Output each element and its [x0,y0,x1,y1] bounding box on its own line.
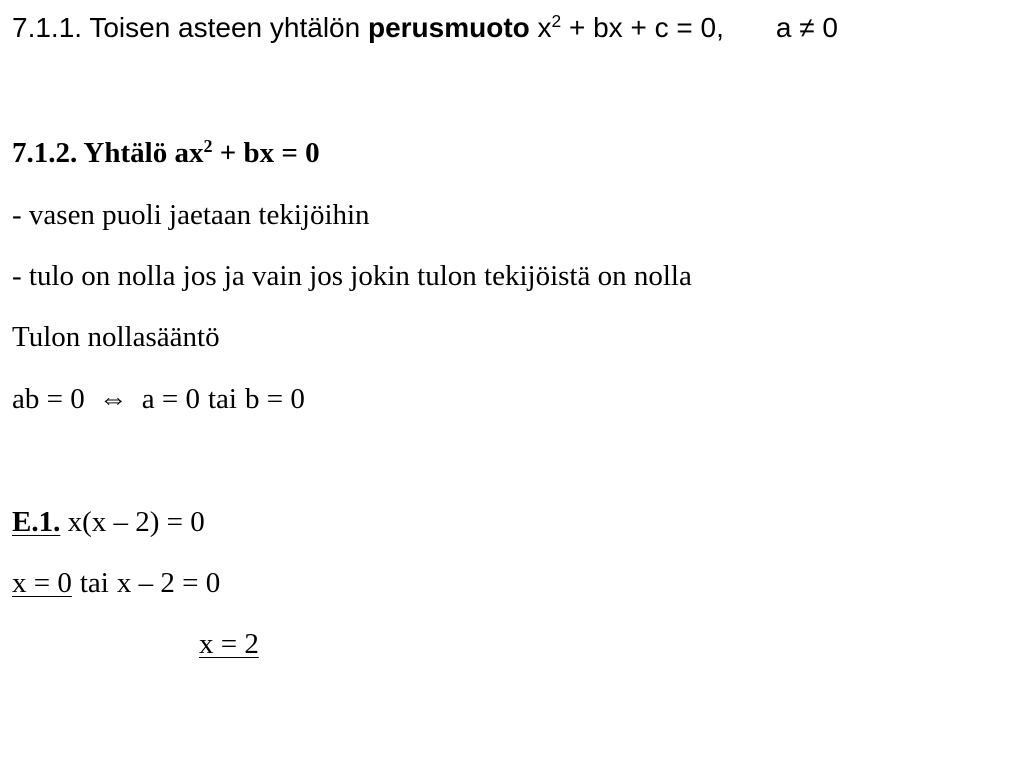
section-7-1-1-line [12,11,838,43]
section-7-1-2-heading [12,136,320,169]
example-1-solution-line [12,569,220,598]
solution-x-equals-0: x = 0 [12,567,72,599]
example-1-second-solution [199,630,259,659]
rule-right-a: a = 0 [141,383,200,415]
solution-or: tai [79,567,109,599]
heading-prefix: 7.1.2. Yhtälö ax [12,137,204,169]
bullet-zero-product: - tulo on nolla jos ja vain jos jokin tulon tekijöistä on nolla [12,260,692,292]
heading-rest: + bx = 0 [212,137,320,169]
formula-base: x [529,12,552,43]
example-1-equation: x(x – 2) = 0 [60,506,205,538]
rule-right-b: b = 0 [244,383,305,415]
rule-left: ab = 0 [12,383,85,415]
equivalence-arrow: ⇔ [98,383,128,415]
rule-or: tai [207,383,237,415]
example-1-label: E.1. [12,506,61,538]
formula-rest: + bx + c = 0, [561,12,724,43]
bullet-factorize: - vasen puoli jaetaan tekijöihin [12,199,370,231]
solution-x-equals-2: x = 2 [199,628,259,660]
solution-step: x – 2 = 0 [116,567,221,599]
example-1-line [12,508,205,537]
heading-exponent: 2 [203,136,213,157]
zero-product-rule-title: Tulon nollasääntö [12,321,220,353]
zero-product-rule [12,385,305,414]
perusmuoto-term: perusmuoto [367,12,530,43]
formula-exponent: 2 [551,11,562,32]
nonzero-condition: a ≠ 0 [775,12,838,43]
section-7-1-1-prefix: 7.1.1. Toisen asteen yhtälön [12,12,368,43]
